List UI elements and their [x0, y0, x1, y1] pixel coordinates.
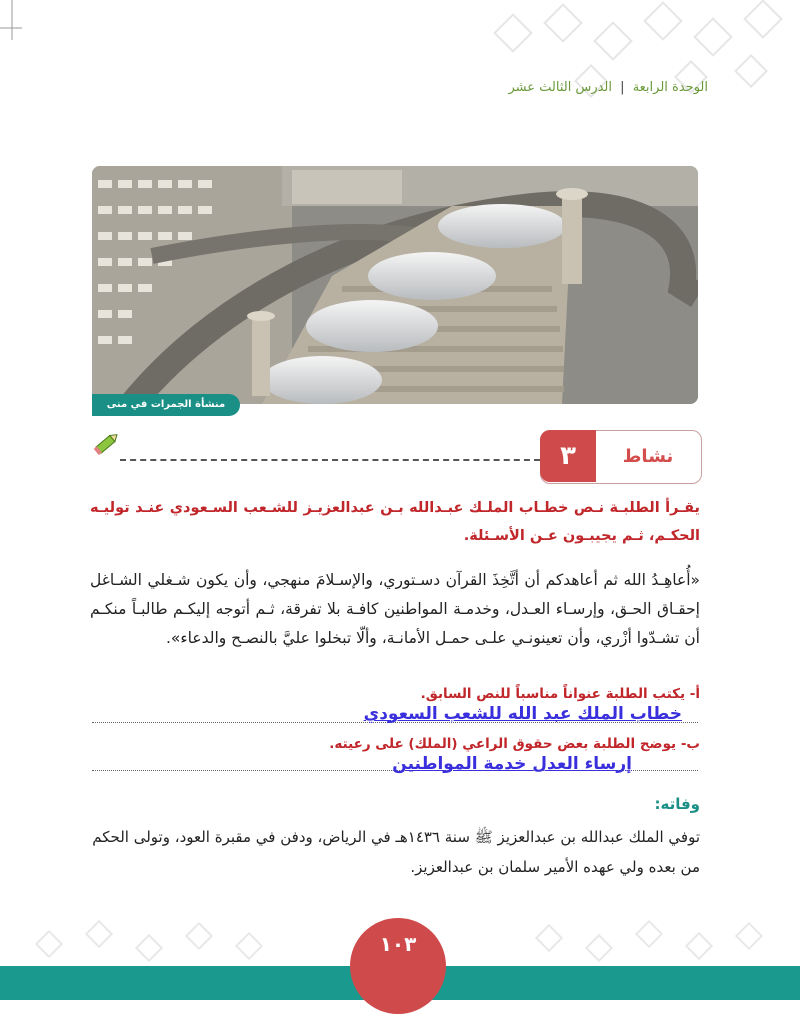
activity-divider — [120, 459, 540, 461]
decorative-pattern — [440, 0, 800, 120]
jamarat-illustration — [92, 166, 698, 404]
death-heading: وفاته: — [654, 795, 700, 813]
question-a: أ- يكتب الطلبة عنواناً مناسباً للنص السابق. — [420, 686, 700, 702]
pencil-icon — [92, 428, 122, 458]
answer-a[interactable]: خطاب الملك عبد الله للشعب السعودي — [363, 704, 682, 724]
photo-caption: منشأة الجمرات في منى — [92, 394, 240, 416]
activity-number: ٣ — [540, 430, 596, 482]
lesson-title: الدرس الثالث عشر — [508, 80, 613, 95]
answer-b[interactable]: إرساء العدل خدمة المواطنين — [392, 754, 632, 774]
jamarat-photo — [92, 166, 698, 404]
crop-mark-icon — [0, 0, 22, 40]
activity-label: نشاط — [622, 446, 674, 467]
speech-quote: «أُعاهِـدُ الله ثم أعاهدكم أن أتَّخِذَ القرآن دسـتوري، والإسـلامَ منهجي، وأن يكون شـغلي الشـاغل إحقـاق الحـق، وإرسـاء العـدل، وخدمـة المواطنين كافـة بلا تفرقة، ثـم أتوجه إليكـم طالبـاً منكـم أن تشـدّوا أزْري، وأن تعينونـي علـى حمـل الأمانـة، وألّا تبخلوا عليَّ بالنصـح والدعاء». — [90, 571, 700, 647]
page-number: ١٠٣ — [379, 932, 417, 956]
question-b: ب- يوضح الطلبة بعض حقوق الراعي (الملك) على رعيته. — [329, 736, 700, 752]
header-separator: | — [620, 80, 625, 95]
death-paragraph: توفي الملك عبدالله بن عبدالعزيز ﷺ سنة ١٤٣٦هـ في الرياض، ودفن في مقبرة العود، وتولى الحكم من بعده ولي عهده الأمير سلمان بن عبدالعزيز. — [92, 828, 700, 876]
unit-lesson-header — [508, 80, 708, 95]
activity-instructions: يقـرأ الطلبـة نـص خطـاب الملـك عبـدالله بـن عبدالعزيـز للشـعب السـعودي عنـد توليـه الحكـم، ثـم يجيبـون عـن الأسـئلة. — [90, 500, 700, 544]
unit-title: الوحدة الرابعة — [632, 80, 708, 95]
